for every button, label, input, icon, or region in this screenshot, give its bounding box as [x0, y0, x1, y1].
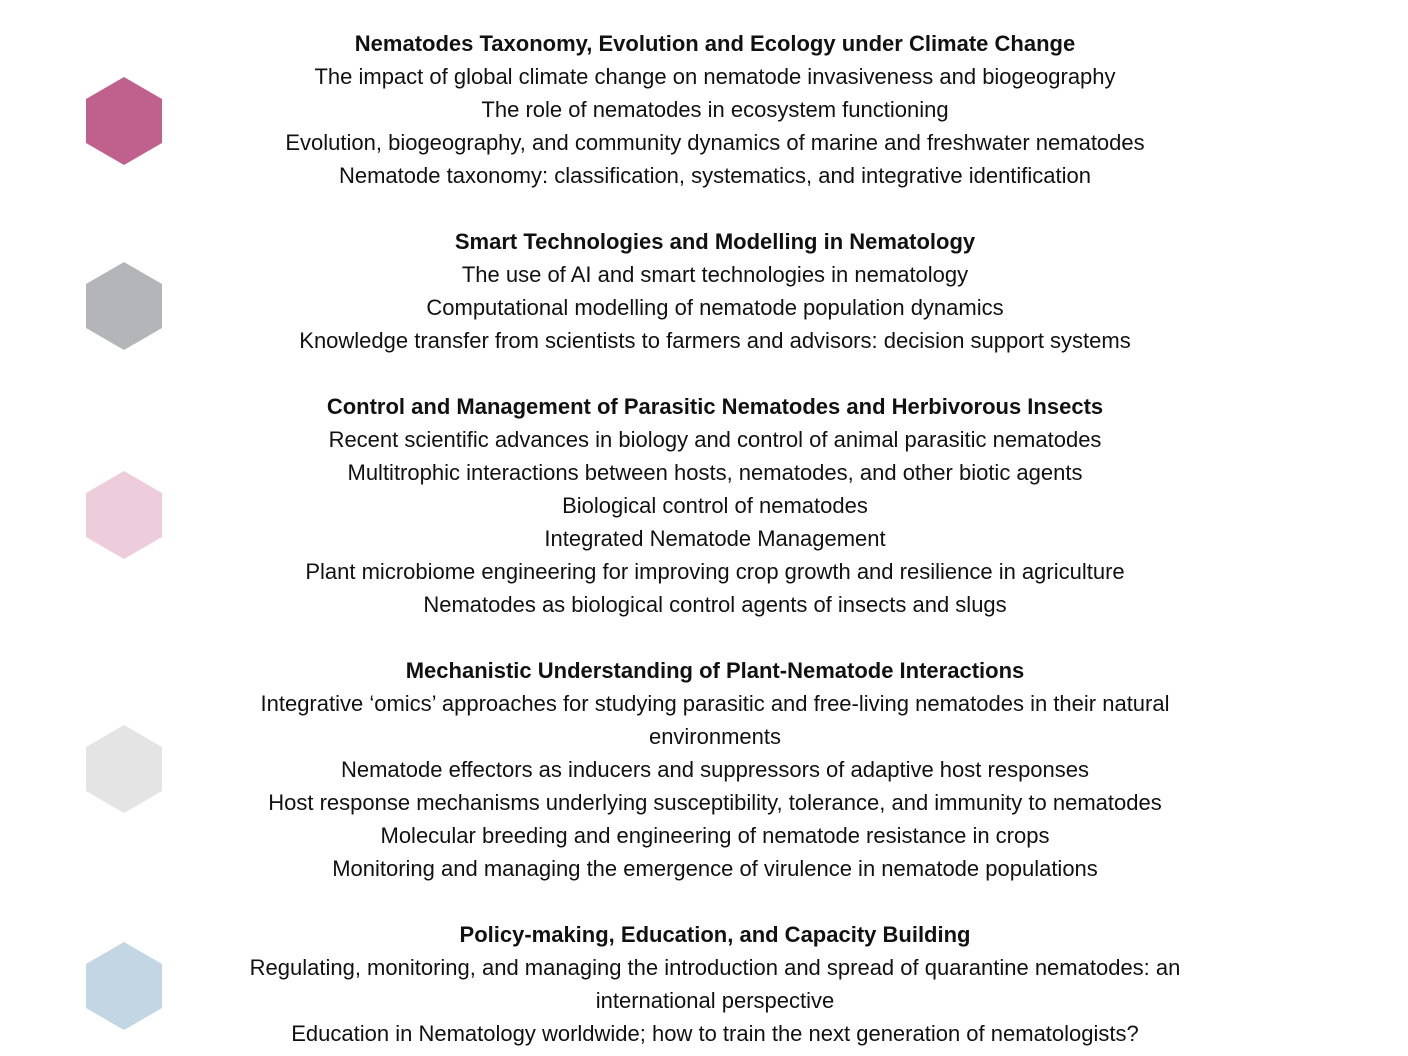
section-policy — [195, 918, 1235, 1050]
hexagon-icon-mechanistic — [86, 725, 162, 813]
section-item: Knowledge transfer from scientists to farmers and advisors: decision support systems — [299, 328, 1131, 353]
hexagon-icon-taxonomy — [86, 77, 162, 165]
section-item: The use of AI and smart technologies in nematology — [461, 262, 969, 287]
section-title: Policy-making, Education, and Capacity Building — [459, 922, 971, 947]
section-title: Nematodes Taxonomy, Evolution and Ecology under Climate Change — [354, 31, 1076, 56]
section-item: Integrated Nematode Management — [544, 526, 886, 551]
section-item: Computational modelling of nematode population dynamics — [426, 295, 1004, 320]
hexagon-icon-control — [86, 471, 162, 559]
section-item: Regulating, monitoring, and managing the introduction and spread of quarantine nematodes: an — [249, 955, 1181, 980]
hexagon-icon-smart-tech — [86, 262, 162, 350]
section-item: Host response mechanisms underlying susceptibility, tolerance, and immunity to nematodes — [268, 790, 1162, 815]
section-item: Recent scientific advances in biology and control of animal parasitic nematodes — [328, 427, 1102, 452]
section-item: Nematode taxonomy: classification, systematics, and integrative identification — [338, 163, 1092, 188]
section-mechanistic — [195, 654, 1235, 885]
section-item: Multitrophic interactions between hosts, nematodes, and other biotic agents — [347, 460, 1083, 485]
section-item: Evolution, biogeography, and community dynamics of marine and freshwater nematodes — [285, 130, 1145, 155]
section-title: Control and Management of Parasitic Nematodes and Herbivorous Insects — [326, 394, 1104, 419]
section-item: Integrative ‘omics’ approaches for studying parasitic and free-living nematodes in their natural — [260, 691, 1170, 716]
section-title: Mechanistic Understanding of Plant-Nematode Interactions — [405, 658, 1025, 683]
section-item: Molecular breeding and engineering of nematode resistance in crops — [380, 823, 1050, 848]
section-item: Plant microbiome engineering for improving crop growth and resilience in agriculture — [305, 559, 1125, 584]
section-item: Nematode effectors as inducers and suppressors of adaptive host responses — [340, 757, 1090, 782]
section-item: environments — [648, 724, 782, 749]
section-item: Monitoring and managing the emergence of virulence in nematode populations — [332, 856, 1098, 881]
section-item: international perspective — [595, 988, 835, 1013]
section-item: Education in Nematology worldwide; how to train the next generation of nematologists? — [291, 1021, 1139, 1046]
section-control — [195, 390, 1235, 621]
section-taxonomy — [195, 27, 1235, 192]
section-item: The role of nematodes in ecosystem functioning — [481, 97, 949, 122]
section-item: Biological control of nematodes — [562, 493, 868, 518]
section-title: Smart Technologies and Modelling in Nematology — [454, 229, 976, 254]
section-smart-tech — [195, 225, 1235, 357]
section-item: Nematodes as biological control agents of insects and slugs — [423, 592, 1007, 617]
section-item: The impact of global climate change on nematode invasiveness and biogeography — [314, 64, 1116, 89]
hexagon-icon-policy — [86, 942, 162, 1030]
